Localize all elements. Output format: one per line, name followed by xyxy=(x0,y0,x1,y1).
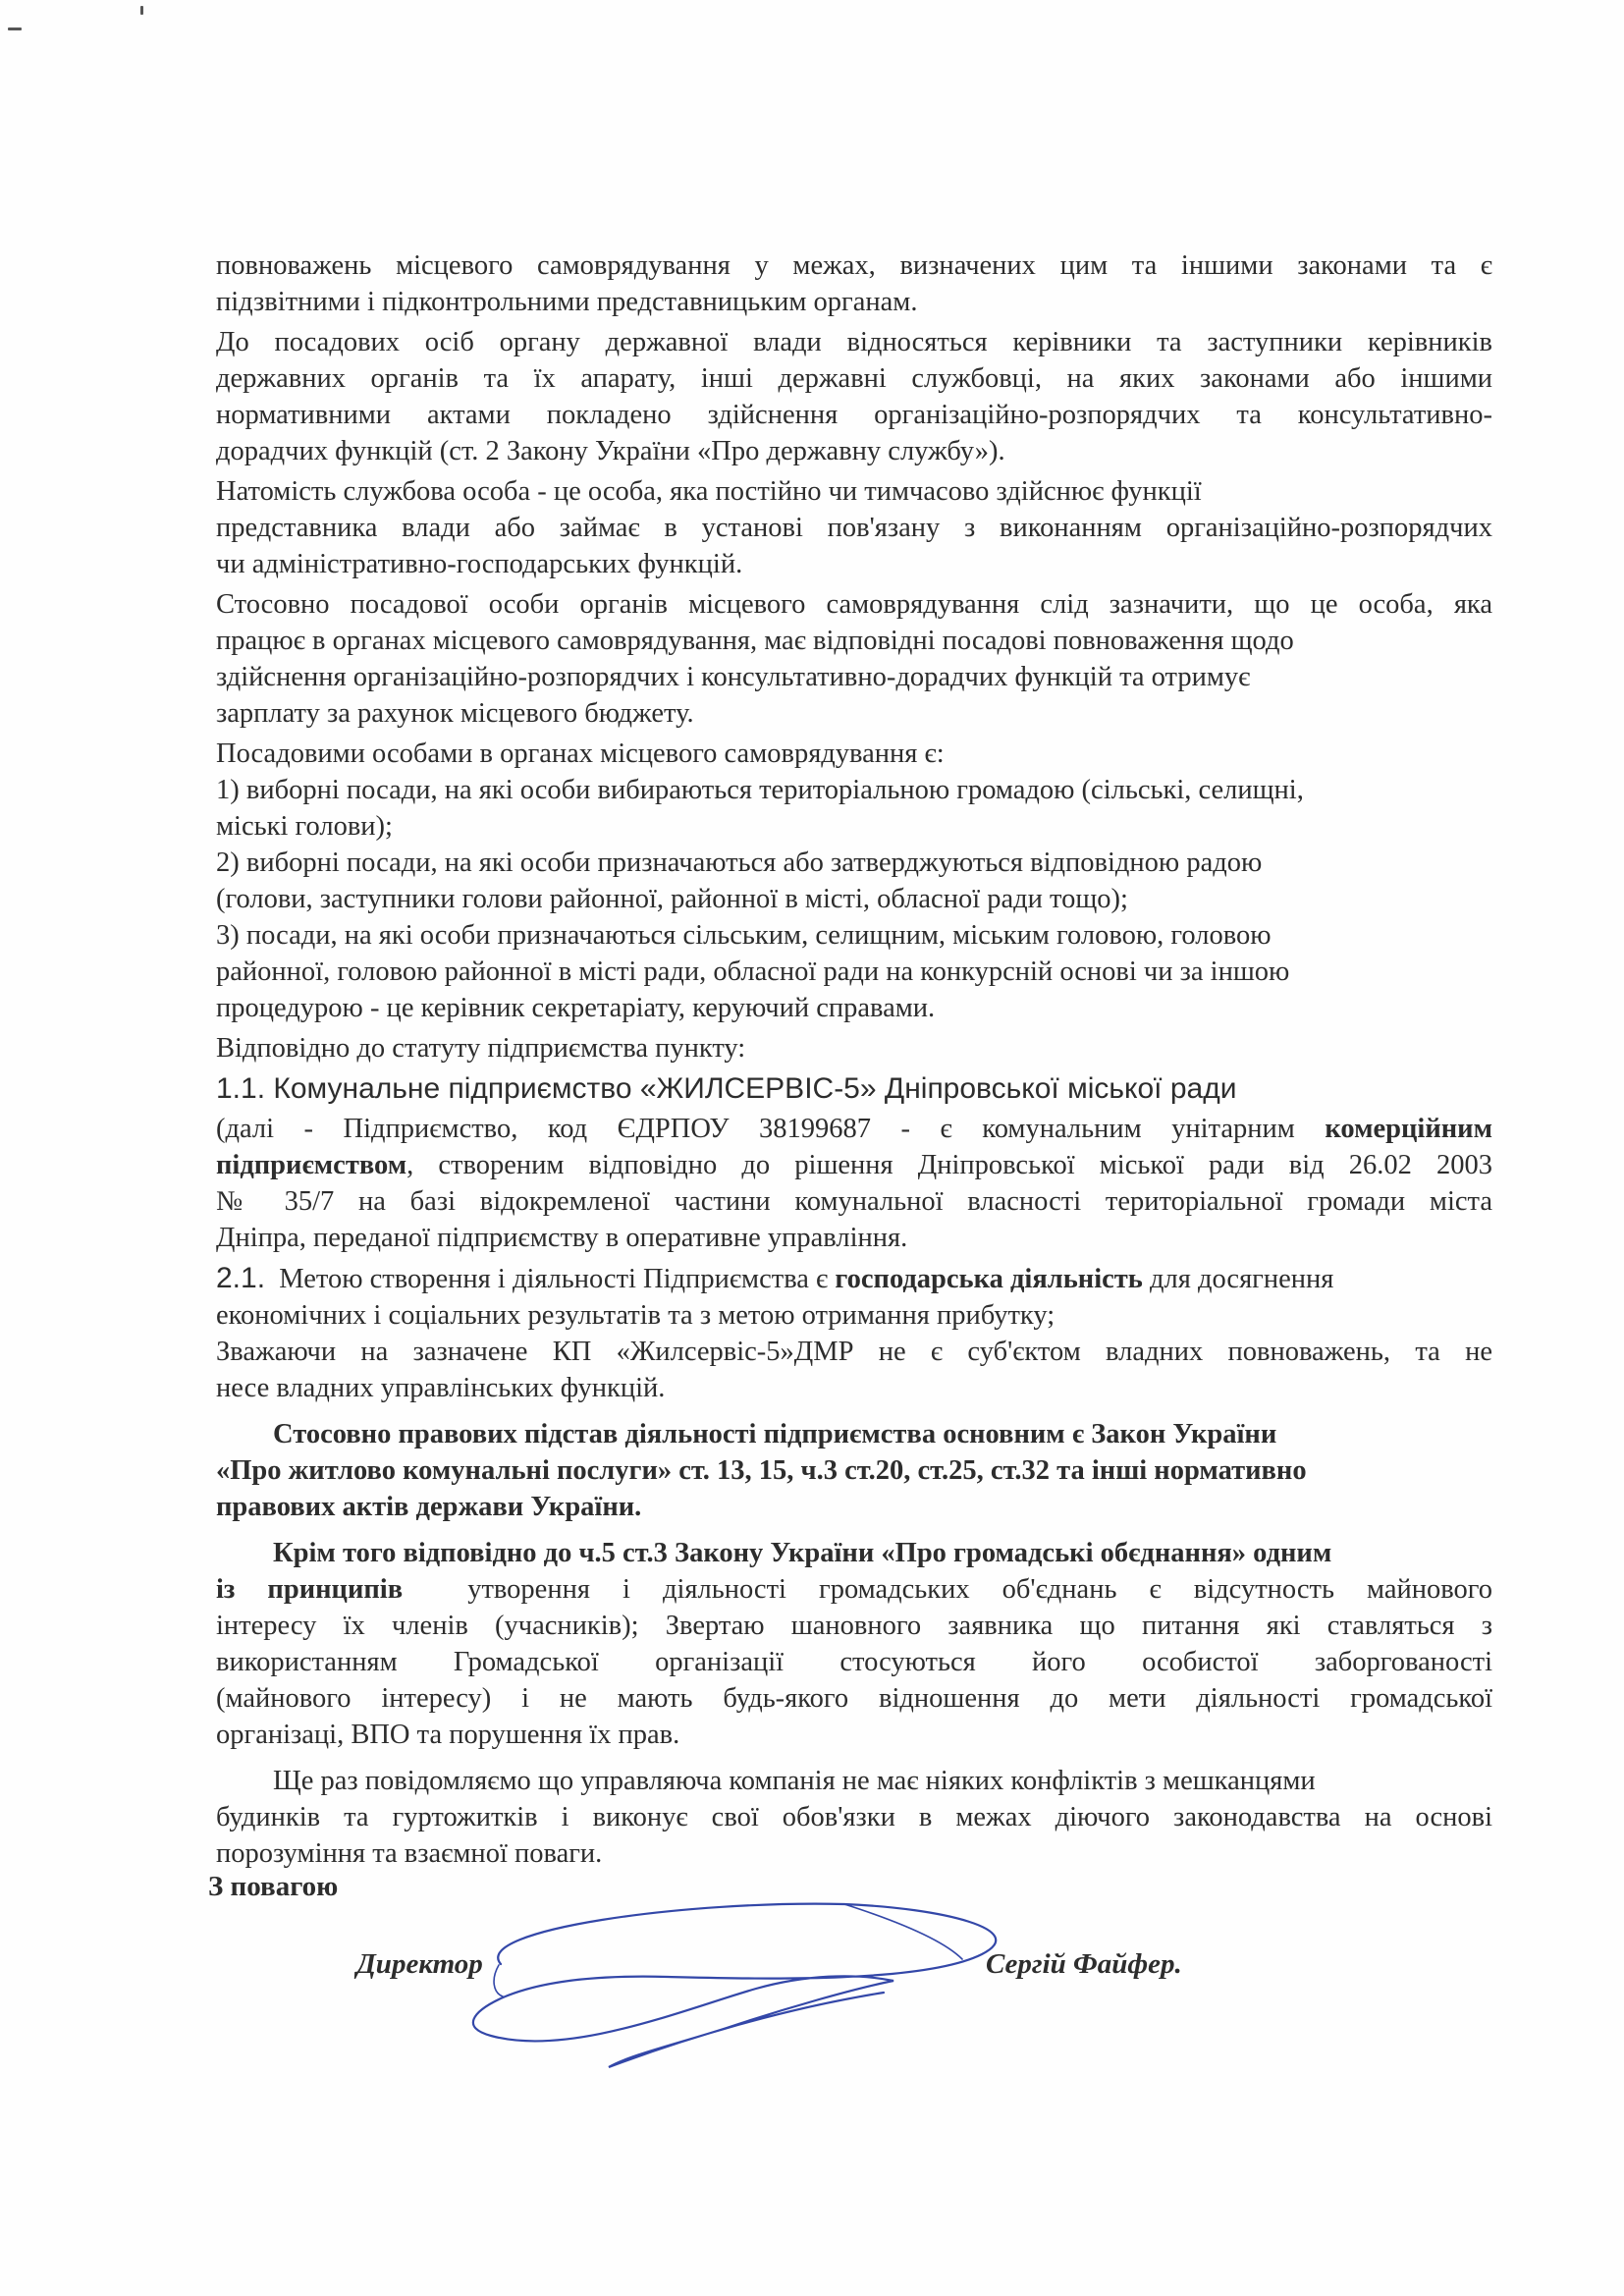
text-line: несе владних управлінських функцій. xyxy=(216,1373,666,1403)
text-line: 3) посади, на які особи призначаються сільським, селищним, міським головою, головою xyxy=(216,920,1272,951)
text-line: До посадових осіб органу державної влади відносяться керівники та заступники керівників xyxy=(216,327,1492,357)
text-line: будинків та гуртожитків і виконує свої обов'язки в межах діючого законодавства на основі xyxy=(216,1802,1492,1832)
text-line: Ще раз повідомляємо що управляюча компанія не має ніяких конфліктів з мешканцями xyxy=(273,1766,1316,1796)
text-line: дорадчих функцій (ст. 2 Закону України «Про державну службу»). xyxy=(216,436,1005,466)
closing-greeting: З повагою xyxy=(208,1871,339,1902)
bold-fragment: підприємством xyxy=(216,1150,407,1180)
paragraph-local-officials xyxy=(216,586,1492,732)
text-line: представника влади або займає в установі пов'язану з виконанням організаційно-розпорядчих xyxy=(216,513,1492,543)
clause-1-1-heading: 1.1. Комунальне підприємство «ЖИЛСЕРВІС-5» Дніпровської міської ради xyxy=(216,1072,1237,1105)
text-line: нормативними актами покладено здійснення організаційно-розпорядчих та консультативно- xyxy=(216,400,1492,430)
text-line: 1) виборні посади, на які особи вибираються територіальною громадою (сільські, селищні, xyxy=(216,775,1304,805)
text-fragment: (далі - Підприємство, код ЄДРПОУ 38199687 - є комунальним унітарним xyxy=(216,1114,1295,1144)
bold-fragment: комерційним xyxy=(1325,1114,1492,1144)
text-fragment: для досягнення xyxy=(1150,1264,1334,1294)
text-line: Посадовими особами в органах місцевого самоврядування є: xyxy=(216,738,945,769)
statute-intro: Відповідно до статуту підприємства пункту: xyxy=(216,1033,746,1064)
text-line: інтересу їх членів (учасників); Звертаю шановного заявника що питання які ставляться з xyxy=(216,1611,1492,1641)
text-line: Стосовно правових підстав діяльності підприємства основним є Закон України xyxy=(273,1419,1277,1449)
text-line: використанням Громадської організації стосуються його особистої заборгованості xyxy=(216,1647,1492,1677)
text-line: 2) виборні посади, на які особи призначаються або затверджуються відповідною радою xyxy=(216,847,1263,878)
text-line: організаці, ВПО та порушення їх прав. xyxy=(216,1720,680,1750)
text-line: зарплату за рахунок місцевого бюджету. xyxy=(216,698,694,729)
text-fragment: , створеним відповідно до рішення Дніпровської міської ради від 26.02 2003 xyxy=(406,1150,1492,1180)
paragraph-final xyxy=(216,1763,1492,1872)
text-line: працює в органах місцевого самоврядування, має відповідні посадові повноваження щодо xyxy=(216,626,1294,656)
clause-1-1-body xyxy=(216,1111,1492,1256)
signer-title: Директор xyxy=(356,1948,483,1980)
handwritten-signature xyxy=(432,1890,1041,2087)
text-line: процедурою - це керівник секретаріату, керуючий справами. xyxy=(216,993,936,1023)
clause-number: 2.1. xyxy=(216,1262,266,1294)
text-line: (голови, заступники голови районної, районної в місті, обласної ради тощо); xyxy=(216,884,1128,914)
text-line: порозуміння та взаємної поваги. xyxy=(216,1838,603,1869)
text-line: повноважень місцевого самоврядування у межах, визначених цим та іншими законами та є xyxy=(216,250,1492,281)
text-line: економічних і соціальних результатів та з метою отримання прибутку; xyxy=(216,1300,1056,1331)
text-line: Крім того відповідно до ч.5 ст.3 Закону України «Про громадські обєднання» одним xyxy=(273,1538,1332,1568)
paragraph-conclusion xyxy=(216,1334,1492,1406)
paragraph-legal-basis xyxy=(216,1416,1492,1525)
paragraph-authority-scope xyxy=(216,247,1492,320)
text-line: (майнового інтересу) і не мають будь-якого відношення до мети діяльності громадської xyxy=(216,1683,1492,1714)
text-line xyxy=(216,1147,1492,1183)
text-fragment: Метою створення і діяльності Підприємства є xyxy=(279,1264,829,1294)
bold-fragment: господарська діяльність xyxy=(835,1264,1143,1294)
text-line xyxy=(216,1111,1492,1147)
paragraph-state-officials xyxy=(216,324,1492,469)
scan-speck xyxy=(140,6,143,15)
paragraph-official-positions xyxy=(216,736,1492,1026)
text-line: Натомість службова особа - це особа, яка постійно чи тимчасово здійснює функції xyxy=(216,476,1202,507)
text-line xyxy=(216,1260,1492,1297)
text-line: здійснення організаційно-розпорядчих і консультативно-дорадчих функцій та отримує xyxy=(216,662,1251,692)
signature-stroke xyxy=(473,1904,996,2067)
signer-name: Сергій Файфер. xyxy=(986,1948,1182,1980)
letter-body xyxy=(216,247,1492,1872)
paragraph-associations xyxy=(216,1535,1492,1753)
text-line: Дніпра, переданої підприємству в оперативне управління. xyxy=(216,1223,908,1253)
text-line: чи адміністративно-господарських функцій. xyxy=(216,549,743,579)
paragraph-service-person xyxy=(216,473,1492,582)
signature-stroke xyxy=(494,1904,962,1996)
text-line: № 35/7 на базі відокремленої частини комунальної власності територіальної громади міста xyxy=(216,1186,1492,1217)
text-line: підзвітними і підконтрольними представницьким органам. xyxy=(216,287,918,317)
text-line: Зважаючи на зазначене КП «Жилсервіс-5»ДМР не є суб'єктом владних повноважень, та не xyxy=(216,1337,1492,1367)
text-line xyxy=(216,1571,1492,1608)
text-line: Стосовно посадової особи органів місцевого самоврядування слід зазначити, що це особа, яка xyxy=(216,589,1492,620)
text-line: районної, головою районної в місті ради, обласної ради на конкурсній основі чи за іншою xyxy=(216,957,1290,987)
text-line: міські голови); xyxy=(216,811,393,842)
text-line: «Про житлово комунальні послуги» ст. 13, 15, ч.3 ст.20, ст.25, ст.32 та інші нормативно xyxy=(216,1455,1307,1486)
text-line: державних органів та їх апарату, інші державні службовці, на яких законами або іншими xyxy=(216,363,1492,394)
scan-speck xyxy=(8,27,22,30)
text-line: правових актів держави України. xyxy=(216,1492,642,1522)
clause-2-1 xyxy=(216,1260,1492,1334)
text-fragment: утворення і діяльності громадських об'єднань є відсутность майнового xyxy=(467,1574,1492,1605)
bold-fragment: із принципів xyxy=(216,1574,404,1605)
